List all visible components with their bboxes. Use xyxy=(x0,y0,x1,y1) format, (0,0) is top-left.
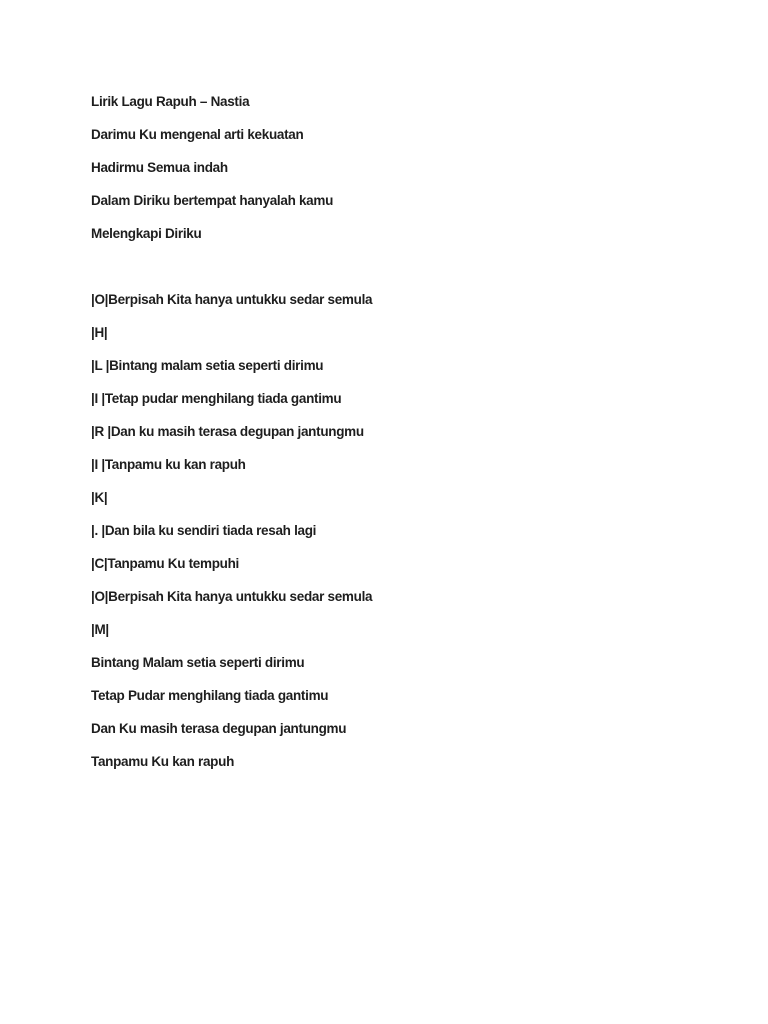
lyrics-line: |H| xyxy=(91,325,108,340)
lyrics-line: Melengkapi Diriku xyxy=(91,226,202,241)
lyrics-line: |I |Tetap pudar menghilang tiada gantimu xyxy=(91,391,342,406)
lyrics-line: Dan Ku masih terasa degupan jantungmu xyxy=(91,721,347,736)
lyrics-title-line: Lirik Lagu Rapuh – Nastia xyxy=(91,94,250,109)
blank-line xyxy=(91,250,728,283)
lyrics-line: Dalam Diriku bertempat hanyalah kamu xyxy=(91,193,334,208)
lyrics-line: |C|Tanpamu Ku tempuhi xyxy=(91,556,240,571)
lyrics-line: Tanpamu Ku kan rapuh xyxy=(91,754,235,769)
lyrics-line: |I |Tanpamu ku kan rapuh xyxy=(91,457,246,472)
lyrics-line: |O|Berpisah Kita hanya untukku sedar semula xyxy=(91,292,373,307)
lyrics-line: |L |Bintang malam setia seperti dirimu xyxy=(91,358,324,373)
lyrics-line: Tetap Pudar menghilang tiada gantimu xyxy=(91,688,329,703)
lyrics-line: Hadirmu Semua indah xyxy=(91,160,228,175)
lyrics-line: |R |Dan ku masih terasa degupan jantungmu xyxy=(91,424,364,439)
lyrics-text-block xyxy=(91,85,728,778)
lyrics-line: |O|Berpisah Kita hanya untukku sedar semula xyxy=(91,589,373,604)
lyrics-line: Bintang Malam setia seperti dirimu xyxy=(91,655,305,670)
lyrics-line: Darimu Ku mengenal arti kekuatan xyxy=(91,127,304,142)
lyrics-line: |. |Dan bila ku sendiri tiada resah lagi xyxy=(91,523,317,538)
lyrics-line: |M| xyxy=(91,622,109,637)
lyrics-line: |K| xyxy=(91,490,108,505)
